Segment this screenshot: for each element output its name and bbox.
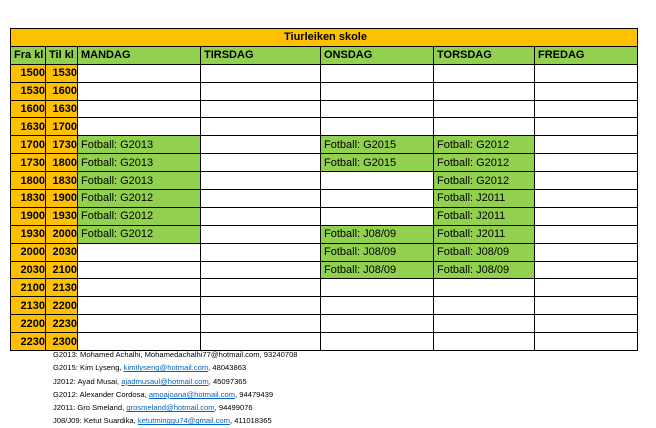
to-time: 1800	[46, 154, 78, 172]
contact-line	[53, 348, 298, 361]
column-header: TIRSDAG	[201, 46, 321, 64]
contact-line	[53, 401, 298, 414]
empty-cell[interactable]	[535, 279, 638, 297]
column-header: TORSDAG	[434, 46, 535, 64]
event-cell[interactable]: Fotball: J08/09	[321, 261, 434, 279]
to-time: 1530	[46, 64, 78, 82]
column-header: Fra kl	[11, 46, 46, 64]
event-cell[interactable]: Fotball: J2011	[434, 190, 535, 208]
empty-cell[interactable]	[78, 243, 201, 261]
empty-cell[interactable]	[434, 315, 535, 333]
empty-cell[interactable]	[321, 207, 434, 225]
from-time: 2030	[11, 261, 46, 279]
to-time: 2230	[46, 315, 78, 333]
contact-list	[53, 348, 298, 428]
contact-email-link[interactable]: ajadmusaul@hotmail.com	[121, 376, 209, 386]
from-time: 2000	[11, 243, 46, 261]
to-time: 1700	[46, 118, 78, 136]
empty-cell[interactable]	[535, 82, 638, 100]
from-time: 1930	[11, 225, 46, 243]
table-row	[11, 136, 638, 154]
event-cell[interactable]: Fotball: G2015	[321, 136, 434, 154]
empty-cell[interactable]	[201, 243, 321, 261]
empty-cell[interactable]	[535, 64, 638, 82]
empty-cell[interactable]	[535, 225, 638, 243]
event-cell[interactable]: Fotball: G2013	[78, 136, 201, 154]
to-time: 1600	[46, 82, 78, 100]
event-cell[interactable]: Fotball: G2012	[78, 207, 201, 225]
contact-phone: , 45097365	[208, 376, 247, 386]
table-row	[11, 243, 638, 261]
from-time: 1700	[11, 136, 46, 154]
empty-cell[interactable]	[434, 118, 535, 136]
empty-cell[interactable]	[201, 261, 321, 279]
from-time: 1600	[11, 100, 46, 118]
empty-cell[interactable]	[535, 190, 638, 208]
event-cell[interactable]: Fotball: J2011	[434, 225, 535, 243]
contact-line	[53, 414, 298, 427]
empty-cell[interactable]	[78, 279, 201, 297]
contact-phone: , 94479439	[235, 389, 274, 399]
empty-cell[interactable]	[78, 315, 201, 333]
table-row	[11, 297, 638, 315]
empty-cell[interactable]	[201, 136, 321, 154]
empty-cell[interactable]	[201, 225, 321, 243]
event-cell[interactable]: Fotball: J08/09	[321, 243, 434, 261]
table-row	[11, 190, 638, 208]
empty-cell[interactable]	[321, 100, 434, 118]
empty-cell[interactable]	[434, 64, 535, 82]
table-row	[11, 64, 638, 82]
to-time: 1930	[46, 207, 78, 225]
contact-phone: , 411018365	[230, 416, 272, 426]
contact-email-link[interactable]: kimtlyseng@hotmail.com	[123, 363, 209, 373]
table-row	[11, 315, 638, 333]
empty-cell[interactable]	[201, 154, 321, 172]
column-header: MANDAG	[78, 46, 201, 64]
contact-line	[53, 388, 298, 401]
empty-cell[interactable]	[434, 297, 535, 315]
empty-cell[interactable]	[201, 279, 321, 297]
empty-cell[interactable]	[201, 64, 321, 82]
contact-phone: , 94499076	[214, 403, 253, 413]
empty-cell[interactable]	[535, 243, 638, 261]
empty-cell[interactable]	[535, 136, 638, 154]
contact-text: G2012: Alexander Cordosa,	[53, 389, 149, 399]
event-cell[interactable]: Fotball: G2013	[78, 154, 201, 172]
column-header: ONSDAG	[321, 46, 434, 64]
event-cell[interactable]: Fotball: G2012	[434, 154, 535, 172]
table-row	[11, 172, 638, 190]
from-time: 2200	[11, 315, 46, 333]
event-cell[interactable]: Fotball: J08/09	[321, 225, 434, 243]
empty-cell[interactable]	[535, 172, 638, 190]
table-row	[11, 261, 638, 279]
contact-phone: , 48043863	[208, 363, 247, 373]
empty-cell[interactable]	[434, 100, 535, 118]
schedule-sheet	[10, 28, 638, 351]
empty-cell[interactable]	[535, 154, 638, 172]
to-time: 1900	[46, 190, 78, 208]
empty-cell[interactable]	[535, 315, 638, 333]
empty-cell[interactable]	[535, 207, 638, 225]
contact-text: J08/J09: Ketut Suardika,	[53, 416, 138, 426]
empty-cell[interactable]	[535, 118, 638, 136]
empty-cell[interactable]	[321, 172, 434, 190]
to-time: 1830	[46, 172, 78, 190]
table-row	[11, 118, 638, 136]
empty-cell[interactable]	[434, 82, 535, 100]
empty-cell[interactable]	[321, 64, 434, 82]
empty-cell[interactable]	[201, 118, 321, 136]
empty-cell[interactable]	[201, 100, 321, 118]
from-time: 1730	[11, 154, 46, 172]
contact-text: G2013: Mohamed Achalhi, Mohamedachalhi77@hotmail.com, 93240708	[53, 350, 298, 359]
contact-line	[53, 361, 298, 374]
empty-cell[interactable]	[78, 64, 201, 82]
to-time: 1630	[46, 100, 78, 118]
empty-cell[interactable]	[321, 82, 434, 100]
empty-cell[interactable]	[201, 172, 321, 190]
from-time: 1830	[11, 190, 46, 208]
empty-cell[interactable]	[78, 118, 201, 136]
empty-cell[interactable]	[535, 297, 638, 315]
empty-cell[interactable]	[201, 207, 321, 225]
empty-cell[interactable]	[434, 279, 535, 297]
table-row	[11, 154, 638, 172]
contact-text: J2012: Ayad Musai,	[53, 376, 122, 386]
contact-line	[53, 375, 298, 388]
from-time: 1630	[11, 118, 46, 136]
from-time: 2230	[11, 333, 46, 351]
table-row	[11, 279, 638, 297]
empty-cell[interactable]	[78, 82, 201, 100]
event-cell[interactable]: Fotball: G2013	[78, 172, 201, 190]
to-time: 2030	[46, 243, 78, 261]
empty-cell[interactable]	[201, 190, 321, 208]
empty-cell[interactable]	[201, 315, 321, 333]
event-cell[interactable]: Fotball: J08/09	[434, 261, 535, 279]
event-cell[interactable]: Fotball: G2012	[78, 225, 201, 243]
from-time: 2130	[11, 297, 46, 315]
empty-cell[interactable]	[321, 333, 434, 351]
contact-text: G2015: Kim Lyseng,	[53, 363, 124, 373]
to-time: 2130	[46, 279, 78, 297]
sheet-title: Tiurleiken skole	[11, 29, 638, 47]
table-row	[11, 100, 638, 118]
header-row	[11, 46, 638, 64]
column-header: Til kl	[46, 46, 78, 64]
empty-cell[interactable]	[78, 100, 201, 118]
from-time: 2100	[11, 279, 46, 297]
event-cell[interactable]: Fotball: J08/09	[434, 243, 535, 261]
empty-cell[interactable]	[535, 261, 638, 279]
column-header: FREDAG	[535, 46, 638, 64]
table-row	[11, 225, 638, 243]
empty-cell[interactable]	[535, 333, 638, 351]
empty-cell[interactable]	[201, 82, 321, 100]
event-cell[interactable]: Fotball: G2012	[434, 172, 535, 190]
to-time: 2000	[46, 225, 78, 243]
contact-email-link[interactable]: ketutminggu74@gmail.com	[137, 416, 230, 426]
contact-email-link[interactable]: amoajoana@hotmail.com	[148, 389, 236, 399]
to-time: 2200	[46, 297, 78, 315]
empty-cell[interactable]	[321, 190, 434, 208]
empty-cell[interactable]	[321, 118, 434, 136]
from-time: 1800	[11, 172, 46, 190]
empty-cell[interactable]	[78, 261, 201, 279]
empty-cell[interactable]	[321, 297, 434, 315]
event-cell[interactable]: Fotball: G2012	[78, 190, 201, 208]
schedule-table	[10, 28, 638, 351]
table-row	[11, 82, 638, 100]
empty-cell[interactable]	[78, 297, 201, 315]
event-cell[interactable]: Fotball: G2015	[321, 154, 434, 172]
empty-cell[interactable]	[321, 279, 434, 297]
empty-cell[interactable]	[434, 333, 535, 351]
schedule-body	[11, 64, 638, 350]
from-time: 1900	[11, 207, 46, 225]
to-time: 1730	[46, 136, 78, 154]
empty-cell[interactable]	[321, 315, 434, 333]
event-cell[interactable]: Fotball: J2011	[434, 207, 535, 225]
contact-email-link[interactable]: grosmeland@hotmail.com	[126, 403, 215, 413]
to-time: 2300	[46, 333, 78, 351]
from-time: 1500	[11, 64, 46, 82]
table-row	[11, 207, 638, 225]
empty-cell[interactable]	[201, 297, 321, 315]
from-time: 1530	[11, 82, 46, 100]
event-cell[interactable]: Fotball: G2012	[434, 136, 535, 154]
to-time: 2100	[46, 261, 78, 279]
contact-text: J2011: Gro Smeland,	[53, 403, 127, 413]
empty-cell[interactable]	[535, 100, 638, 118]
